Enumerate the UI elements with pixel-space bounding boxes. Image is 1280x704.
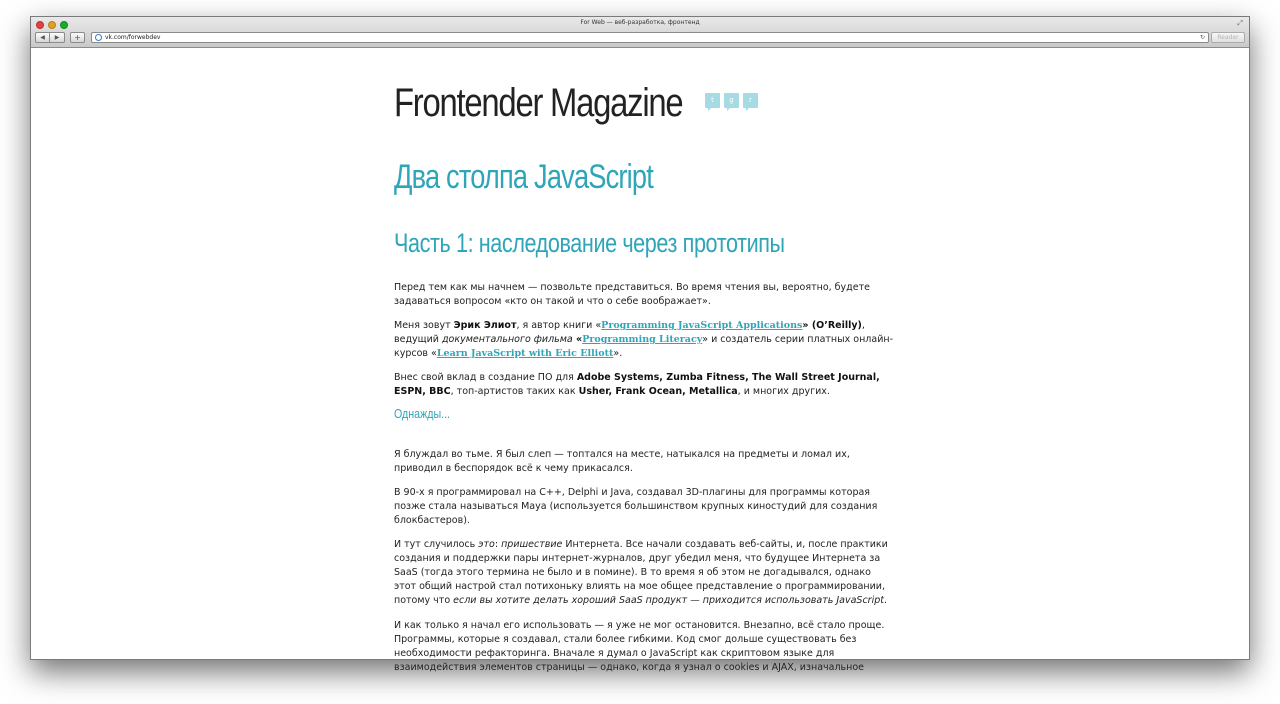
book-link[interactable]: Programming JavaScript Applications [601,320,803,331]
article-title: Два столпа JavaScript [394,158,653,196]
address-bar[interactable] [91,32,1209,43]
title-bar [31,17,1249,48]
forward-button[interactable]: ▶ [50,32,65,43]
film-link[interactable]: Programming Literacy [582,334,703,345]
paragraph-javascript: И как только я начал его использовать — я уже не мог остановится. Внезапно, всё стало проще. Программы, которые я создавал, стали более гибкими. Код смог дольше существовать без необходимости рефакторинга. Вначале я думал о JavaScript как скриптовом языке для взаимодействия элементов страницы — однако, когда я узнал о cookies и AJAX, изначальное [394,620,885,673]
clients-paragraph: Внес свой вклад в создание ПО для Adobe Systems, Zumba Fitness, The Wall Street Journal, ESPN, BBC, топ-артистов таких как Usher, Frank Ocean, Metallica, и многих других. [394,372,880,397]
author-name: Эрик Элиот [453,320,517,331]
back-button[interactable]: ◀ [35,32,50,43]
rss-icon[interactable]: r [743,93,758,108]
add-bookmark-button[interactable]: + [70,32,85,43]
browser-window [30,16,1250,673]
reload-icon[interactable]: ↻ [1199,34,1205,41]
url-text[interactable]: vk.com/forwebdev [105,34,161,41]
site-title[interactable]: Frontender Magazine [394,81,683,125]
article-subtitle: Часть 1: наследование через прототипы [394,228,785,258]
bio-paragraph: Меня зовут Эрик Элиот, я автор книги «Programming JavaScript Applications» (O’Reilly), ведущий документального фильма «Programming Literacy» и создатель серии платных онлайн-курсов «Learn JavaScript with Eric Elliott». [394,320,894,359]
course-link[interactable]: Learn JavaScript with Eric Elliott [436,348,614,359]
twitter-icon[interactable]: t [705,93,720,108]
fullscreen-icon[interactable]: ⤢ [1237,19,1243,27]
intro-paragraph: Перед тем как мы начнем — позвольте представиться. Во время чтения вы, вероятно, будете задаваться вопросом «кто он такой и что о себе воображает». [394,282,870,307]
page-content [31,48,1249,673]
window-title: For Web — веб-разработка, фронтенд [580,19,700,26]
paragraph-internet: И тут случилось это: пришествие Интернета. Все начали создавать веб-сайты, и, после практики создания и поддержки пары интернет-журналов, друг убедил меня, что будущее Интернета за SaaS (тогда этого термина не было и в помине). В то время я об этом не догадывался, однако этот общий настрой стал потихоньку влиять на мое общее представление о программировании, потому что если вы хотите делать хороший SaaS продукт — приходится использовать JavaScript. [394,539,888,606]
googleplus-icon[interactable]: g [724,93,739,108]
publisher: (O’Reilly) [811,320,862,331]
paragraph-darkness: Я блуждал во тьме. Я был слеп — топтался на месте, натыкался на предметы и ломал их, приводил в беспорядок всё к чему прикасался. [394,449,850,474]
paragraph-90s: В 90-х я программировал на C++, Delphi и Java, создавал 3D-плагины для программы которая позже стала называться Maya (используется большинством крупных киностудий для создания блокбастеров). [394,487,878,526]
section-heading: Однажды... [394,406,451,421]
reader-button[interactable]: Reader [1211,32,1245,43]
globe-icon [95,34,102,41]
